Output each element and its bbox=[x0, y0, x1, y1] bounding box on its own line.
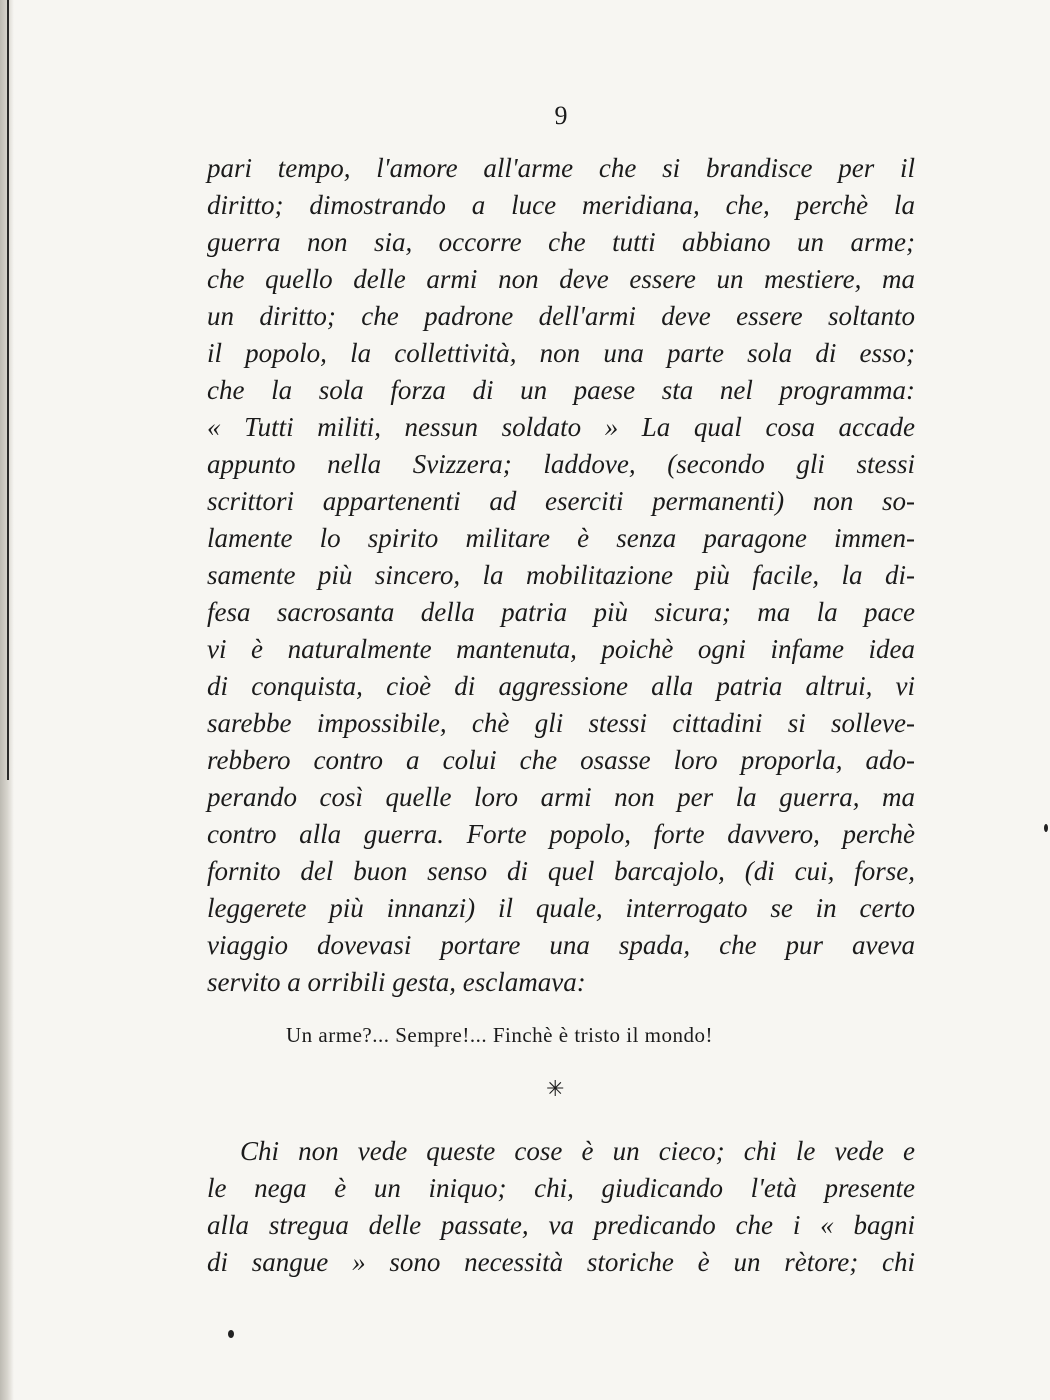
verse-quote: Un arme?... Sempre!... Finchè è tristo il mondo! bbox=[286, 1023, 713, 1047]
text-line: perando così quelle loro armi non per la guerra, ma bbox=[207, 782, 915, 812]
text-line: rebbero contro a colui che osasse loro proporla, ado- bbox=[207, 745, 915, 775]
text-line: che quello delle armi non deve essere un mestiere, ma bbox=[207, 264, 915, 294]
text-line: il popolo, la collettività, non una parte sola di esso; bbox=[207, 338, 915, 368]
text-line: guerra non sia, occorre che tutti abbiano un arme; bbox=[207, 227, 915, 257]
text-line: sarebbe impossibile, chè gli stessi cittadini si solleve- bbox=[207, 708, 915, 738]
ink-spot bbox=[228, 1330, 234, 1338]
page-number: 9 bbox=[554, 101, 568, 130]
text-line: leggerete più innanzi) il quale, interrogato se in certo bbox=[207, 893, 915, 923]
text-line: Chi non vede queste cose è un cieco; chi le vede e bbox=[240, 1136, 915, 1166]
text-line: fesa sacrosanta della patria più sicura; ma la pace bbox=[207, 597, 915, 627]
text-line: servito a orribili gesta, esclamava: bbox=[207, 967, 586, 997]
text-line: scrittori appartenenti ad eserciti permanenti) non so- bbox=[207, 486, 915, 516]
text-line: lamente lo spirito militare è senza paragone immen- bbox=[207, 523, 915, 553]
text-line: « Tutti militi, nessun soldato » La qual cosa accade bbox=[207, 412, 915, 442]
ink-spot bbox=[1044, 824, 1048, 832]
text-line: vi è naturalmente mantenuta, poichè ogni infame idea bbox=[207, 634, 915, 664]
text-line: contro alla guerra. Forte popolo, forte davvero, perchè bbox=[207, 819, 915, 849]
text-line: di conquista, cioè di aggressione alla patria altrui, vi bbox=[207, 671, 915, 701]
text-line: le nega è un iniquo; chi, giudicando l'età presente bbox=[207, 1173, 915, 1203]
text-line: samente più sincero, la mobilitazione più facile, la di- bbox=[207, 560, 915, 590]
text-line: viaggio dovevasi portare una spada, che pur aveva bbox=[207, 930, 915, 960]
text-line: un diritto; che padrone dell'armi deve essere soltanto bbox=[207, 301, 915, 331]
text-line: fornito del buon senso di quel barcajolo, (di cui, forse, bbox=[207, 856, 915, 886]
text-line: appunto nella Svizzera; laddove, (secondo gli stessi bbox=[207, 449, 915, 479]
text-line: che la sola forza di un paese sta nel programma: bbox=[207, 375, 915, 405]
text-line: diritto; dimostrando a luce meridiana, che, perchè la bbox=[207, 190, 915, 220]
text-line: pari tempo, l'amore all'arme che si brandisce per il bbox=[207, 153, 915, 183]
section-ornament: ✳ bbox=[546, 1076, 565, 1101]
text-line: di sangue » sono necessità storiche è un rètore; chi bbox=[207, 1247, 915, 1277]
text-line: alla stregua delle passate, va predicando che i « bagni bbox=[207, 1210, 915, 1240]
